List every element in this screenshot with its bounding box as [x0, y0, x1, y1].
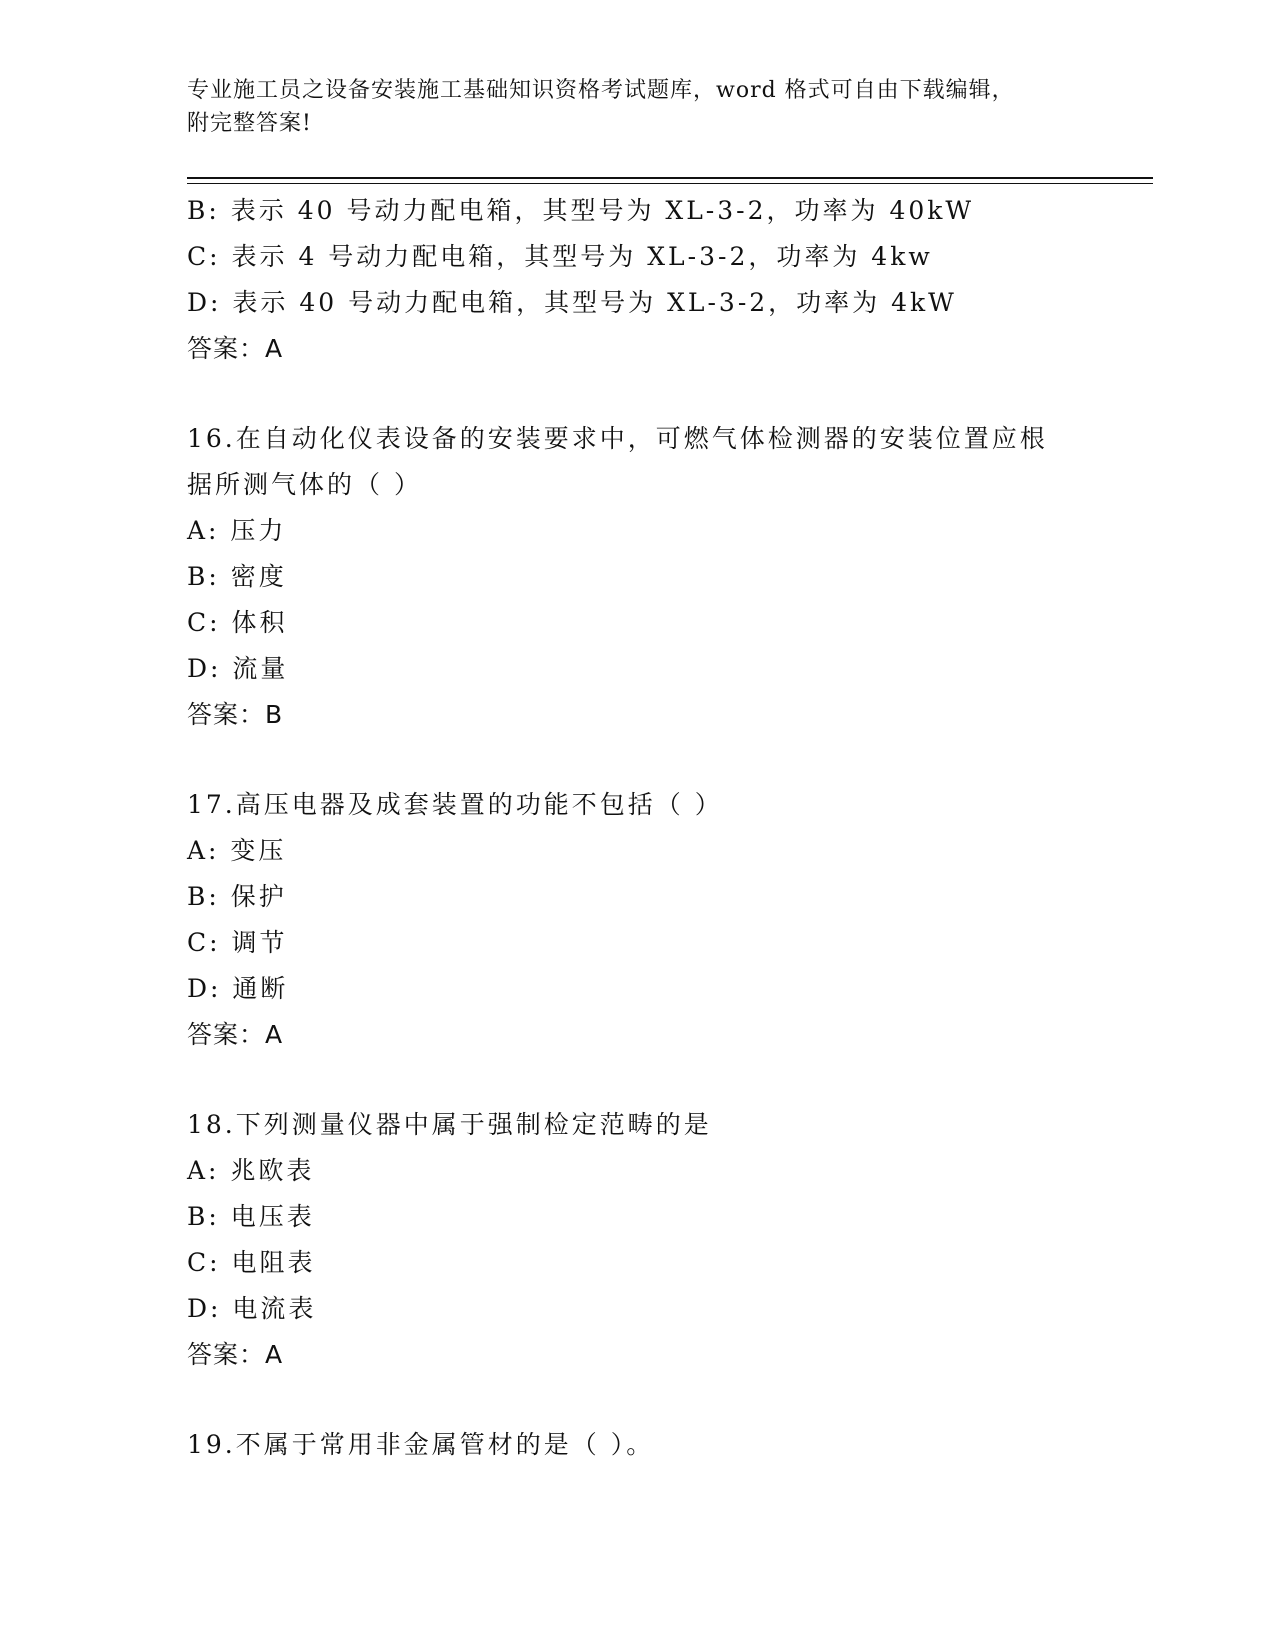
option-a: A: 变压	[187, 836, 287, 865]
option-a: A: 压力	[187, 516, 287, 545]
option-d: D: 流量	[187, 654, 289, 683]
option-c: C: 表示 4 号动力配电箱，其型号为 XL-3-2，功率为 4kw	[187, 242, 933, 271]
question-17	[187, 782, 1087, 1058]
question-text-line-1: 16.在自动化仪表设备的安装要求中，可燃气体检测器的安装位置应根	[187, 424, 1048, 453]
option-c: C: 体积	[187, 608, 288, 637]
option-c: C: 调节	[187, 928, 288, 957]
answer-line: 答案：A	[187, 1340, 284, 1369]
header-rule-thin	[187, 183, 1153, 184]
question-text: 18.下列测量仪器中属于强制检定范畴的是	[187, 1110, 712, 1139]
answer-line: 答案：A	[187, 334, 284, 363]
header-rule-thick	[187, 177, 1153, 179]
question-16	[187, 416, 1087, 738]
option-b: B: 电压表	[187, 1202, 315, 1231]
answer-line: 答案：A	[187, 1020, 284, 1049]
question-list	[187, 188, 1087, 1468]
option-b: B: 密度	[187, 562, 287, 591]
question-18	[187, 1102, 1087, 1378]
question-15-continued	[187, 188, 1087, 372]
option-d: D: 电流表	[187, 1294, 317, 1323]
header-line-1: 专业施工员之设备安装施工基础知识资格考试题库，word 格式可自由下载编辑，	[187, 78, 1015, 103]
answer-line: 答案：B	[187, 700, 284, 729]
option-b: B: 表示 40 号动力配电箱，其型号为 XL-3-2，功率为 40kW	[187, 196, 975, 225]
option-a: A: 兆欧表	[187, 1156, 315, 1185]
document-header	[187, 74, 1087, 140]
option-d: D: 通断	[187, 974, 289, 1003]
option-c: C: 电阻表	[187, 1248, 316, 1277]
question-text-line-2: 据所测气体的（ ）	[187, 470, 422, 499]
question-19	[187, 1422, 1087, 1468]
question-text: 17.高压电器及成套装置的功能不包括（ ）	[187, 790, 723, 819]
header-line-2: 附完整答案!	[187, 111, 312, 136]
option-d: D: 表示 40 号动力配电箱，其型号为 XL-3-2，功率为 4kW	[187, 288, 957, 317]
option-b: B: 保护	[187, 882, 287, 911]
question-text: 19.不属于常用非金属管材的是（ ）。	[187, 1430, 655, 1459]
